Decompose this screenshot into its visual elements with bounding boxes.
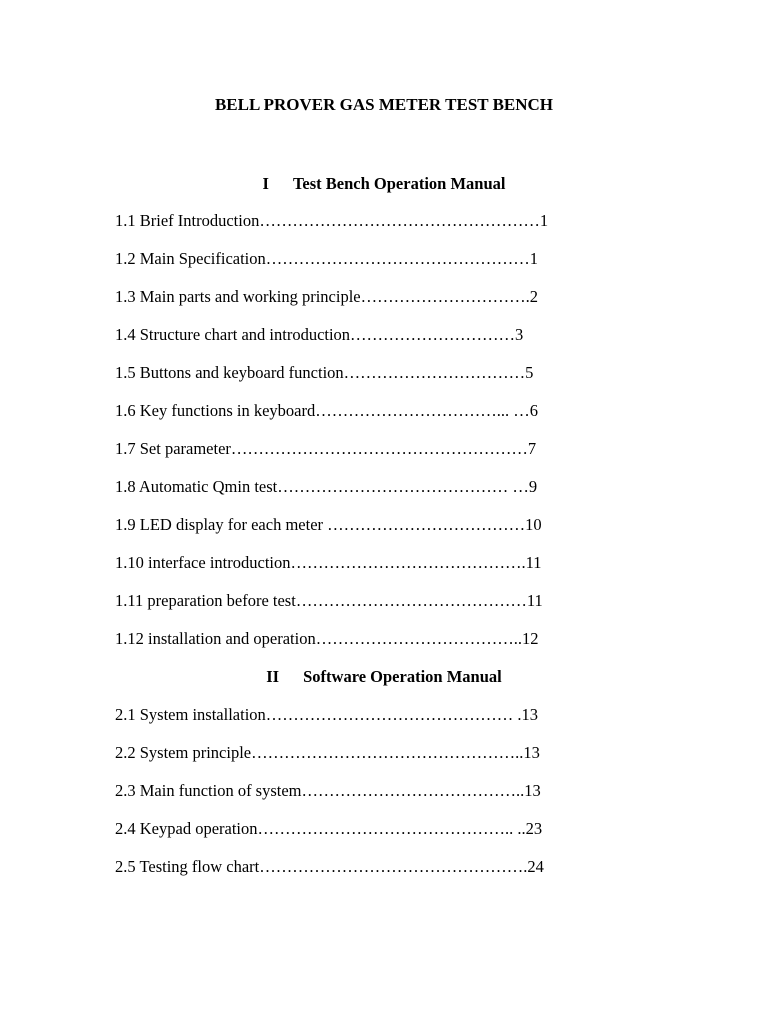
toc-entry-1-4: 1.4 Structure chart and introduction…………………………3 (115, 325, 524, 344)
section-heading-1 (0, 174, 768, 194)
toc-entry-2-5: 2.5 Testing flow chart………………………………………….24 (115, 857, 544, 876)
document-title: BELL PROVER GAS METER TEST BENCH (214, 95, 554, 114)
toc-entry-1-1: 1.1 Brief Introduction……………………………………………1 (115, 211, 549, 230)
toc-entry-1-11: 1.11 preparation before test……………………………………11 (115, 591, 543, 610)
section-numeral: I (262, 174, 269, 193)
section-title: Software Operation Manual (303, 667, 502, 686)
section-numeral: II (266, 667, 280, 686)
toc-entry-2-4: 2.4 Keypad operation……………………………………….. ..23 (115, 819, 543, 838)
toc-entry-1-7: 1.7 Set parameter………………………………………………7 (115, 439, 537, 458)
toc-entry-1-9: 1.9 LED display for each meter ………………………………10 (115, 515, 542, 534)
toc-entry-1-8: 1.8 Automatic Qmin test…………………………………… …9 (115, 477, 538, 496)
toc-entry-1-3: 1.3 Main parts and working principle………………………….2 (115, 287, 538, 306)
toc-entry-1-5: 1.5 Buttons and keyboard function……………………………5 (115, 363, 534, 382)
toc-entry-1-10: 1.10 interface introduction…………………………………….11 (115, 553, 542, 572)
section-heading-2 (0, 667, 768, 687)
toc-entry-2-3: 2.3 Main function of system…………………………………..13 (115, 781, 541, 800)
toc-entry-2-1: 2.1 System installation……………………………………… .13 (115, 705, 539, 724)
toc-entry-2-2: 2.2 System principle…………………………………………..13 (115, 743, 540, 762)
toc-entry-1-6: 1.6 Key functions in keyboard……………………………... …6 (115, 401, 538, 420)
toc-entry-1-12: 1.12 installation and operation………………………………..12 (115, 629, 539, 648)
toc-entry-1-2: 1.2 Main Specification…………………………………………1 (115, 249, 539, 268)
section-title: Test Bench Operation Manual (292, 174, 506, 193)
